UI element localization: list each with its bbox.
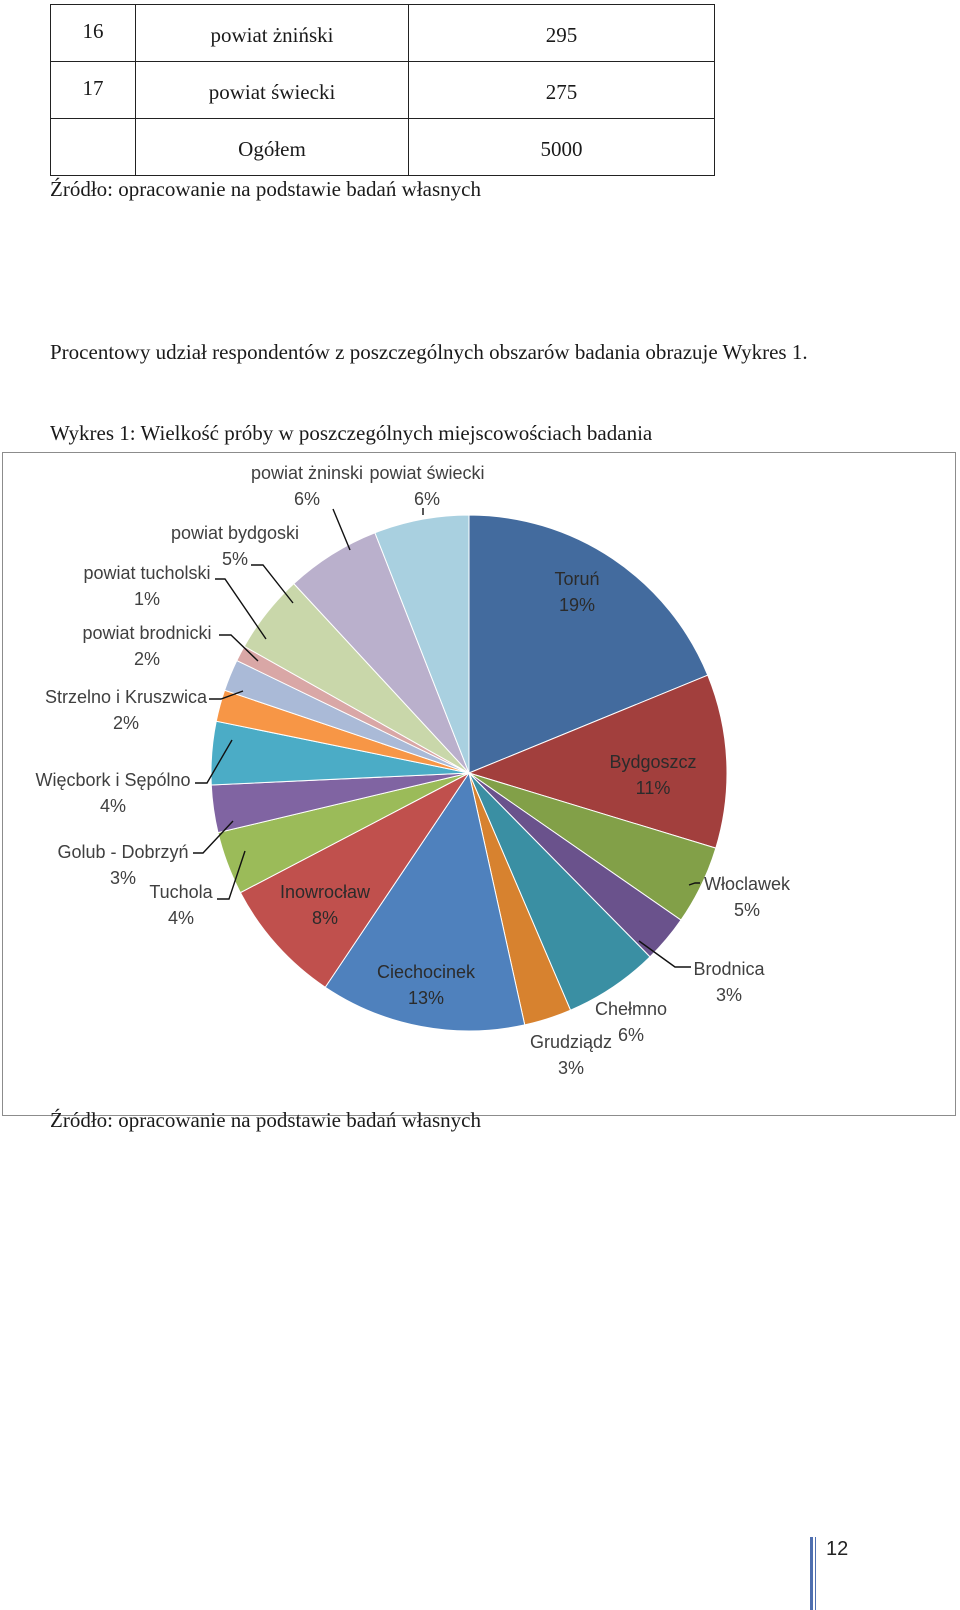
slice-label: Tuchola 4% — [149, 882, 213, 928]
source-note-chart: Źródło: opracowanie na podstawie badań własnych — [50, 1108, 481, 1132]
source-note-table: Źródło: opracowanie na podstawie badań własnych — [50, 177, 481, 201]
page-number-rule-thin — [815, 1537, 816, 1610]
pie-chart-frame — [2, 452, 956, 1116]
slice-label: Golub - Dobrzyń 3% — [57, 842, 189, 888]
slice-label: powiat żninski 6% — [250, 463, 364, 509]
slice-label: Grudziądz 3% — [529, 1032, 613, 1078]
slice-label: Strzelno i Kruszwica 2% — [44, 687, 208, 733]
data-table — [50, 4, 715, 176]
page-number-rule — [810, 1537, 813, 1610]
slice-label: Inowrocław 8% — [279, 882, 371, 928]
total-label: Ogółem — [136, 119, 409, 176]
row-number — [51, 119, 136, 176]
slice-label: powiat brodnicki 2% — [82, 623, 212, 669]
slice-label: Chełmno 6% — [594, 999, 668, 1045]
leader-line — [333, 509, 350, 550]
slice-label: Bydgoszcz 11% — [609, 752, 697, 798]
row-number: 17 — [51, 62, 136, 119]
slice-label: Więcbork i Sępólno 4% — [35, 770, 191, 816]
total-value: 5000 — [409, 119, 715, 176]
slice-label: Ciechocinek 13% — [376, 962, 476, 1008]
area-name: powiat świecki — [136, 62, 409, 119]
intro-paragraph: Procentowy udział respondentów z poszczególnych obszarów badania obrazuje Wykres 1. — [50, 340, 808, 364]
area-count: 295 — [409, 5, 715, 62]
area-count: 275 — [409, 62, 715, 119]
slice-label: powiat tucholski 1% — [83, 563, 211, 609]
area-name: powiat żniński — [136, 5, 409, 62]
slice-label: powiat bydgoski 5% — [170, 523, 300, 569]
slice-label: Włoclawek 5% — [703, 874, 791, 920]
table-row — [51, 5, 715, 62]
pie-chart — [3, 453, 955, 1115]
slice-label: powiat świecki 6% — [369, 463, 485, 509]
chart-caption: Wykres 1: Wielkość próby w poszczególnych miejscowościach badania — [50, 421, 653, 445]
table-row-total — [51, 119, 715, 176]
table-row — [51, 62, 715, 119]
slice-label: Toruń 19% — [554, 569, 600, 615]
slice-label: Brodnica 3% — [693, 959, 765, 1005]
page-number: 12 — [826, 1538, 849, 1560]
row-number: 16 — [51, 5, 136, 62]
